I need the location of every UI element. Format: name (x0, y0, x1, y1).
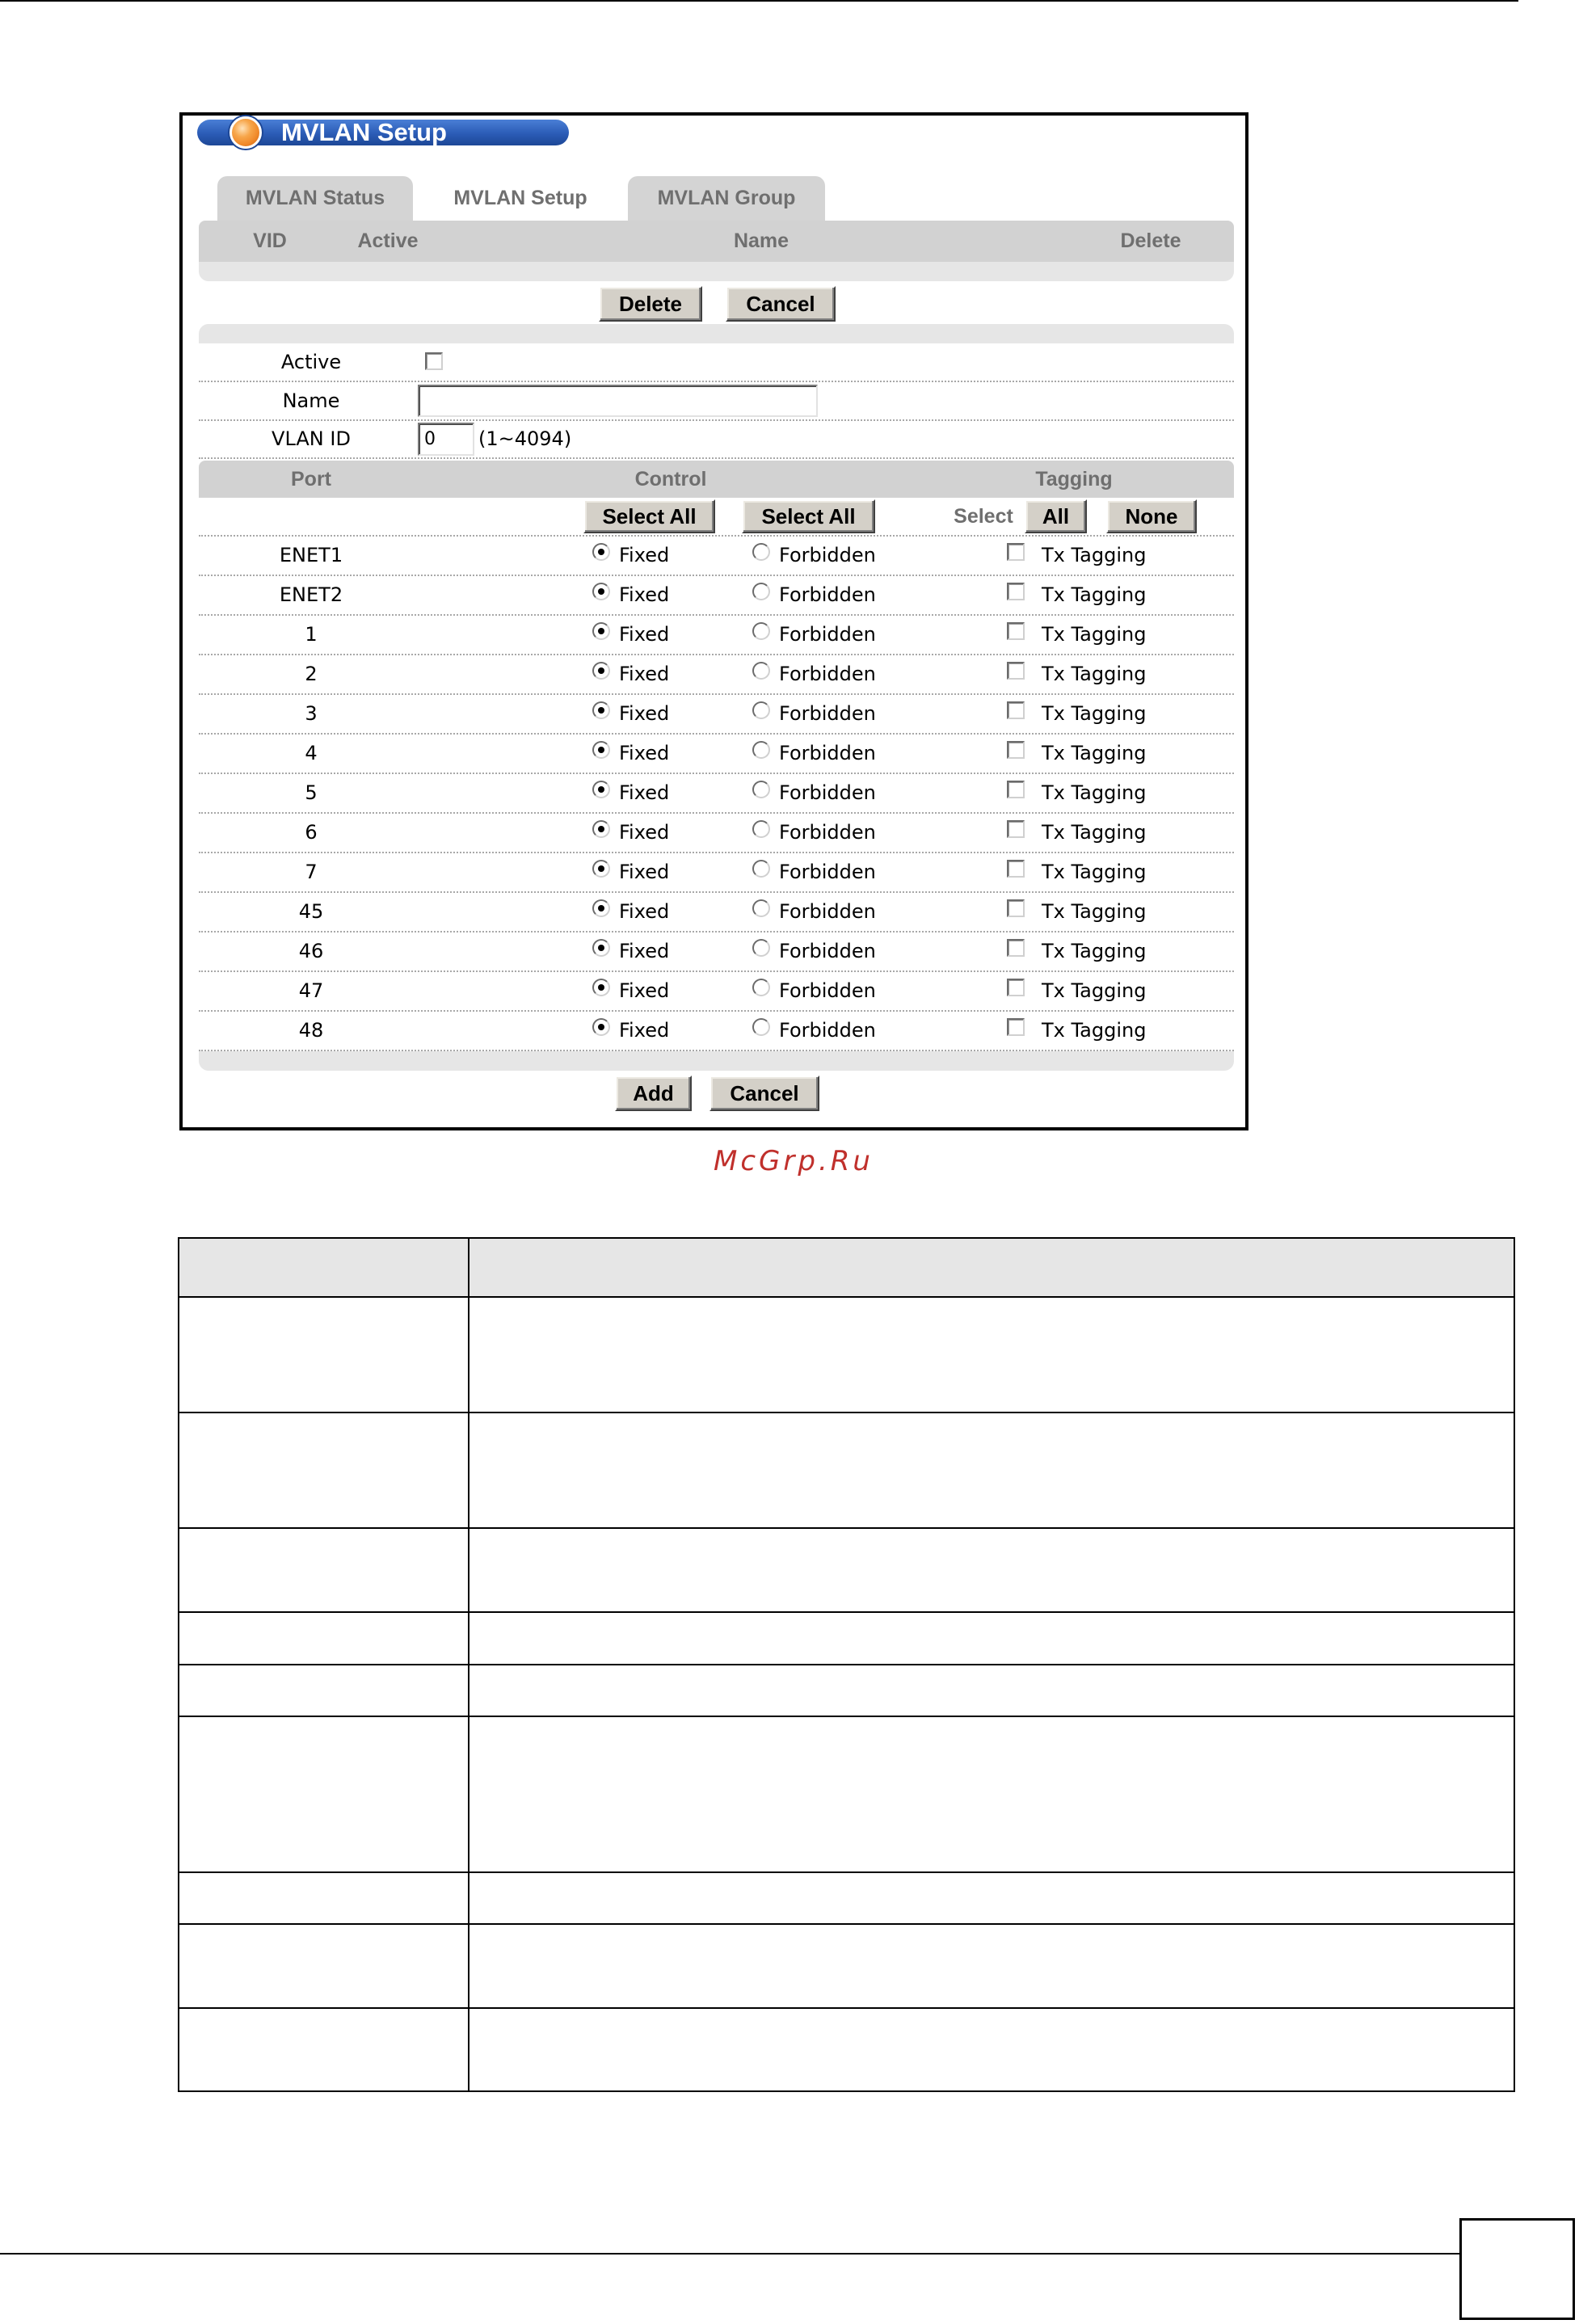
fixed-radio[interactable] (592, 622, 610, 640)
fixed-radio[interactable] (592, 543, 610, 561)
table-cell (179, 1413, 469, 1528)
table-row (179, 1924, 1514, 2008)
tx-tagging-label: Tx Tagging (1042, 544, 1147, 566)
port-settings (199, 461, 1234, 1071)
add-button[interactable]: Add (615, 1076, 692, 1111)
tag-all-button[interactable]: All (1025, 499, 1087, 533)
port-name: 46 (298, 940, 324, 962)
mvlan-form (199, 324, 1234, 459)
forbidden-label: Forbidden (779, 742, 876, 764)
fixed-label: Fixed (619, 940, 670, 962)
description-table (178, 1237, 1515, 2092)
watermark: McGrp.Ru (714, 1145, 874, 1177)
table-cell (469, 1872, 1514, 1924)
port-row (199, 537, 1234, 576)
port-row (199, 616, 1234, 655)
port-name: 48 (298, 1019, 324, 1042)
port-name: 7 (305, 861, 318, 883)
column-header-tagging: Tagging (1035, 468, 1113, 490)
port-row (199, 893, 1234, 933)
table-cell (469, 2008, 1514, 2091)
title-bar (197, 120, 569, 145)
table-cell (469, 1528, 1514, 1612)
vlan-id-row (199, 421, 1234, 459)
table-row (179, 1872, 1514, 1924)
fixed-label: Fixed (619, 781, 670, 804)
mvlan-list-header (199, 221, 1234, 262)
forbidden-label: Forbidden (779, 940, 876, 962)
column-header-name: Name (733, 229, 790, 252)
port-row (199, 972, 1234, 1012)
port-name: 47 (298, 979, 324, 1002)
port-table-header (199, 461, 1234, 498)
fixed-radio[interactable] (592, 820, 610, 838)
table-row (179, 2008, 1514, 2091)
forbidden-label: Forbidden (779, 979, 876, 1002)
forbidden-label: Forbidden (779, 544, 876, 566)
port-name: 5 (305, 781, 318, 804)
table-cell (469, 1924, 1514, 2008)
forbidden-label: Forbidden (779, 900, 876, 923)
tx-tagging-label: Tx Tagging (1042, 940, 1147, 962)
tx-tagging-checkbox[interactable] (1007, 741, 1025, 759)
active-label: Active (280, 351, 342, 373)
forbidden-radio[interactable] (752, 979, 770, 996)
table-cell (179, 1872, 469, 1924)
table-cell (179, 1665, 469, 1716)
port-name: 45 (298, 900, 324, 923)
table-cell (469, 1612, 1514, 1665)
fixed-label: Fixed (619, 544, 670, 566)
table-row (179, 1528, 1514, 1612)
table-row (179, 1413, 1514, 1528)
forbidden-radio[interactable] (752, 583, 770, 600)
name-row (199, 382, 1234, 421)
vlan-id-label: VLAN ID (272, 427, 351, 450)
forbidden-label: Forbidden (779, 821, 876, 844)
fixed-label: Fixed (619, 821, 670, 844)
fixed-radio[interactable] (592, 979, 610, 996)
fixed-radio[interactable] (592, 701, 610, 719)
forbidden-label: Forbidden (779, 781, 876, 804)
tab-mvlan-group[interactable]: MVLAN Group (628, 176, 825, 221)
port-row (199, 655, 1234, 695)
fixed-radio[interactable] (592, 939, 610, 957)
forbidden-radio[interactable] (752, 701, 770, 719)
table-header-cell (179, 1238, 469, 1297)
bulk-select-row (199, 498, 1234, 537)
fixed-label: Fixed (619, 900, 670, 923)
cancel-button[interactable]: Cancel (726, 286, 836, 322)
table-row (179, 1665, 1514, 1716)
select-all-forbidden-button[interactable]: Select All (742, 499, 875, 533)
tx-tagging-label: Tx Tagging (1042, 742, 1147, 764)
tab-mvlan-status[interactable]: MVLAN Status (217, 176, 413, 221)
tab-mvlan-setup[interactable]: MVLAN Setup (422, 176, 619, 221)
port-name: 3 (305, 702, 318, 725)
tx-tagging-label: Tx Tagging (1042, 979, 1147, 1002)
port-name: ENET1 (279, 544, 343, 566)
tx-tagging-checkbox[interactable] (1007, 939, 1025, 957)
tagging-select-label: Select (954, 505, 1013, 528)
tx-tagging-checkbox[interactable] (1007, 662, 1025, 680)
fixed-radio[interactable] (592, 583, 610, 600)
tx-tagging-checkbox[interactable] (1007, 701, 1025, 719)
tx-tagging-label: Tx Tagging (1042, 663, 1147, 685)
tx-tagging-label: Tx Tagging (1042, 1019, 1147, 1042)
form-cancel-button[interactable]: Cancel (709, 1076, 819, 1111)
footer-rule (0, 2253, 1459, 2255)
table-cell (179, 1924, 469, 2008)
column-header-delete: Delete (1120, 229, 1181, 252)
forbidden-radio[interactable] (752, 899, 770, 917)
fixed-label: Fixed (619, 702, 670, 725)
fixed-label: Fixed (619, 742, 670, 764)
tx-tagging-label: Tx Tagging (1042, 861, 1147, 883)
port-row (199, 735, 1234, 774)
table-cell (179, 1716, 469, 1872)
port-row (199, 814, 1234, 853)
fixed-radio[interactable] (592, 781, 610, 798)
forbidden-radio[interactable] (752, 543, 770, 561)
forbidden-label: Forbidden (779, 702, 876, 725)
forbidden-radio[interactable] (752, 741, 770, 759)
forbidden-radio[interactable] (752, 860, 770, 878)
forbidden-radio[interactable] (752, 820, 770, 838)
tx-tagging-label: Tx Tagging (1042, 583, 1147, 606)
forbidden-label: Forbidden (779, 663, 876, 685)
top-rule (0, 0, 1518, 2)
tx-tagging-checkbox[interactable] (1007, 543, 1025, 561)
table-cell (469, 1665, 1514, 1716)
port-rows (199, 537, 1234, 1051)
table-cell (179, 2008, 469, 2091)
port-row (199, 853, 1234, 893)
panel-title: MVLAN Setup (281, 118, 447, 146)
table-cell (179, 1297, 469, 1413)
tx-tagging-label: Tx Tagging (1042, 702, 1147, 725)
table-header-cell (469, 1238, 1514, 1297)
fixed-label: Fixed (619, 623, 670, 646)
fixed-radio[interactable] (592, 860, 610, 878)
tx-tagging-checkbox[interactable] (1007, 860, 1025, 878)
forbidden-radio[interactable] (752, 781, 770, 798)
port-name: ENET2 (279, 583, 343, 606)
table-row (179, 1716, 1514, 1872)
fixed-label: Fixed (619, 979, 670, 1002)
port-row (199, 1012, 1234, 1051)
name-input[interactable] (418, 385, 818, 417)
tx-tagging-checkbox[interactable] (1007, 820, 1025, 838)
forbidden-radio[interactable] (752, 662, 770, 680)
vlan-id-input[interactable] (418, 423, 474, 456)
port-name: 6 (305, 821, 318, 844)
column-header-active: Active (357, 229, 419, 252)
port-row (199, 576, 1234, 616)
fixed-radio[interactable] (592, 741, 610, 759)
mvlan-setup-panel (179, 112, 1248, 1130)
forbidden-radio[interactable] (752, 939, 770, 957)
table-cell (469, 1297, 1514, 1413)
page-number-box (1459, 2218, 1575, 2320)
table-row (179, 1612, 1514, 1665)
forbidden-label: Forbidden (779, 861, 876, 883)
tx-tagging-checkbox[interactable] (1007, 622, 1025, 640)
name-label: Name (282, 389, 340, 412)
active-checkbox[interactable] (425, 352, 443, 370)
port-name: 1 (305, 623, 318, 646)
forbidden-label: Forbidden (779, 1019, 876, 1042)
orb-icon (229, 116, 262, 149)
tx-tagging-label: Tx Tagging (1042, 900, 1147, 923)
tx-tagging-checkbox[interactable] (1007, 979, 1025, 996)
forbidden-label: Forbidden (779, 623, 876, 646)
column-header-control: Control (634, 468, 707, 490)
port-name: 2 (305, 663, 318, 685)
tag-none-button[interactable]: None (1106, 499, 1197, 533)
table-cell (179, 1528, 469, 1612)
select-all-fixed-button[interactable]: Select All (583, 499, 715, 533)
fixed-radio[interactable] (592, 899, 610, 917)
port-row (199, 933, 1234, 972)
column-header-vid: VID (253, 229, 287, 252)
active-row (199, 343, 1234, 382)
port-row (199, 774, 1234, 814)
tx-tagging-checkbox[interactable] (1007, 899, 1025, 917)
forbidden-radio[interactable] (752, 1018, 770, 1036)
port-name: 4 (305, 742, 318, 764)
delete-button[interactable]: Delete (599, 286, 702, 322)
table-cell (469, 1716, 1514, 1872)
tx-tagging-label: Tx Tagging (1042, 821, 1147, 844)
column-header-port: Port (291, 468, 331, 490)
port-row (199, 695, 1234, 735)
tx-tagging-checkbox[interactable] (1007, 1018, 1025, 1036)
fixed-label: Fixed (619, 583, 670, 606)
fixed-label: Fixed (619, 663, 670, 685)
mvlan-list-footer (199, 262, 1234, 281)
tx-tagging-label: Tx Tagging (1042, 781, 1147, 804)
tx-tagging-checkbox[interactable] (1007, 781, 1025, 798)
fixed-label: Fixed (619, 861, 670, 883)
forbidden-label: Forbidden (779, 583, 876, 606)
fixed-radio[interactable] (592, 1018, 610, 1036)
forbidden-radio[interactable] (752, 622, 770, 640)
table-cell (469, 1413, 1514, 1528)
table-cell (179, 1612, 469, 1665)
tx-tagging-label: Tx Tagging (1042, 623, 1147, 646)
tx-tagging-checkbox[interactable] (1007, 583, 1025, 600)
fixed-radio[interactable] (592, 662, 610, 680)
table-header-row (179, 1238, 1514, 1297)
fixed-label: Fixed (619, 1019, 670, 1042)
port-table-bottom-band (199, 1051, 1234, 1071)
vlan-id-range-hint: (1~4094) (478, 427, 572, 450)
table-row (179, 1297, 1514, 1413)
form-top-band (199, 324, 1234, 343)
